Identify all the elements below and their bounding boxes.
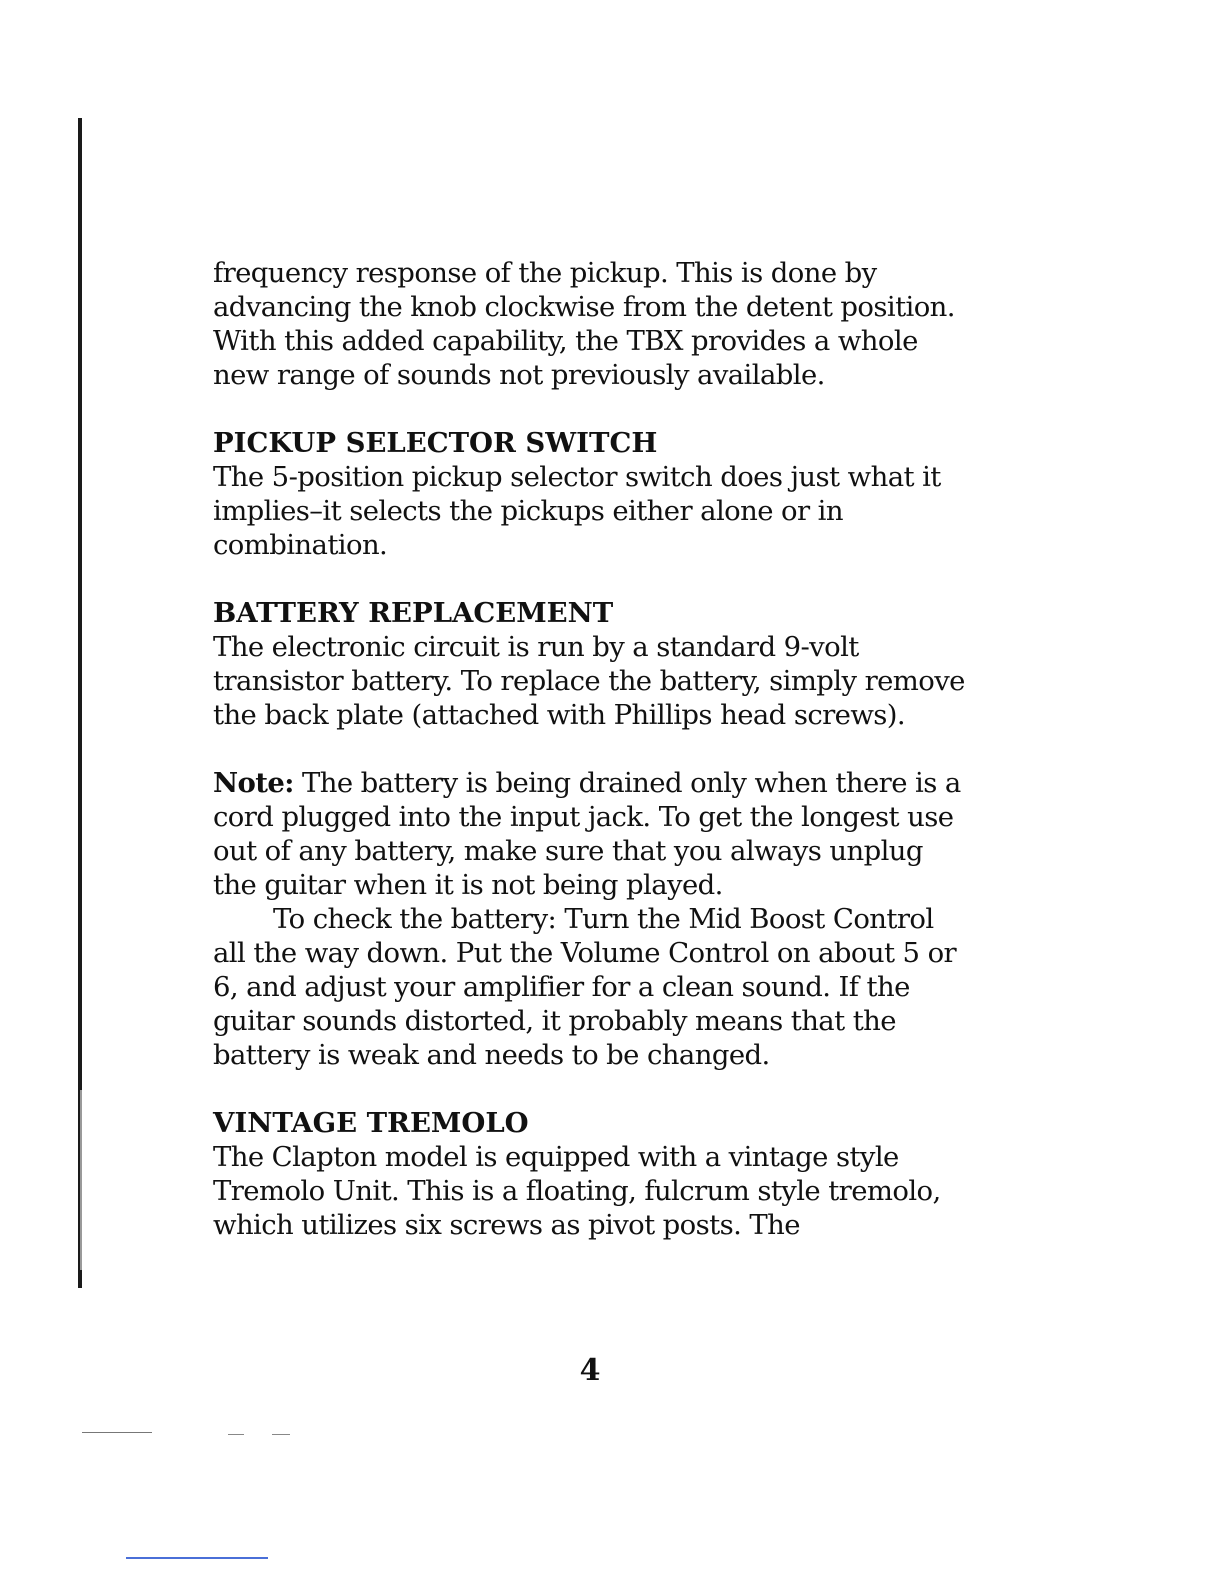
- section-pickup-selector: [213, 426, 973, 562]
- note-text: The battery is being drained only when there is a cord plugged into the input jack. To get the longest use out of any battery, make sure that you always unplug the guitar when it is not being played.: [213, 767, 961, 901]
- section-heading: VINTAGE TREMOLO: [213, 1107, 529, 1139]
- section-heading: PICKUP SELECTOR SWITCH: [213, 427, 658, 459]
- note-block: [213, 766, 973, 1072]
- note-paragraph: [213, 766, 973, 902]
- battery-check-paragraph: To check the battery: Turn the Mid Boost Control all the way down. Put the Volume Control on about 5 or 6, and adjust your amplifier for a clean sound. If the guitar sounds distorted, it probably means that the battery is weak and needs to be changed.: [213, 903, 957, 1071]
- section-body: The electronic circuit is run by a standard 9-volt transistor battery. To replace the battery, simply remove the back plate (attached with Phillips head screws).: [213, 631, 965, 731]
- note-label: Note:: [213, 767, 294, 799]
- section-heading: BATTERY REPLACEMENT: [213, 597, 614, 629]
- scan-mark: [228, 1434, 244, 1435]
- page-number: 4: [579, 1353, 601, 1388]
- section-battery-replacement: [213, 596, 973, 732]
- scan-mark: [82, 1432, 152, 1433]
- scan-mark: [272, 1434, 290, 1435]
- binding-edge-shadow: [80, 1090, 82, 1270]
- intro-paragraph: frequency response of the pickup. This is done by advancing the knob clockwise from the detent position. With this added capability, the TBX provides a whole new range of sounds not previously available.: [213, 257, 955, 391]
- section-body: The 5-position pickup selector switch does just what it implies–it selects the pickups either alone or in combination.: [213, 461, 941, 561]
- scan-artifact-line: [126, 1557, 268, 1559]
- page-text-block: [213, 256, 973, 1242]
- section-vintage-tremolo: [213, 1106, 973, 1242]
- section-body: The Clapton model is equipped with a vintage style Tremolo Unit. This is a floating, fulcrum style tremolo, which utilizes six screws as pivot posts. The: [213, 1141, 941, 1241]
